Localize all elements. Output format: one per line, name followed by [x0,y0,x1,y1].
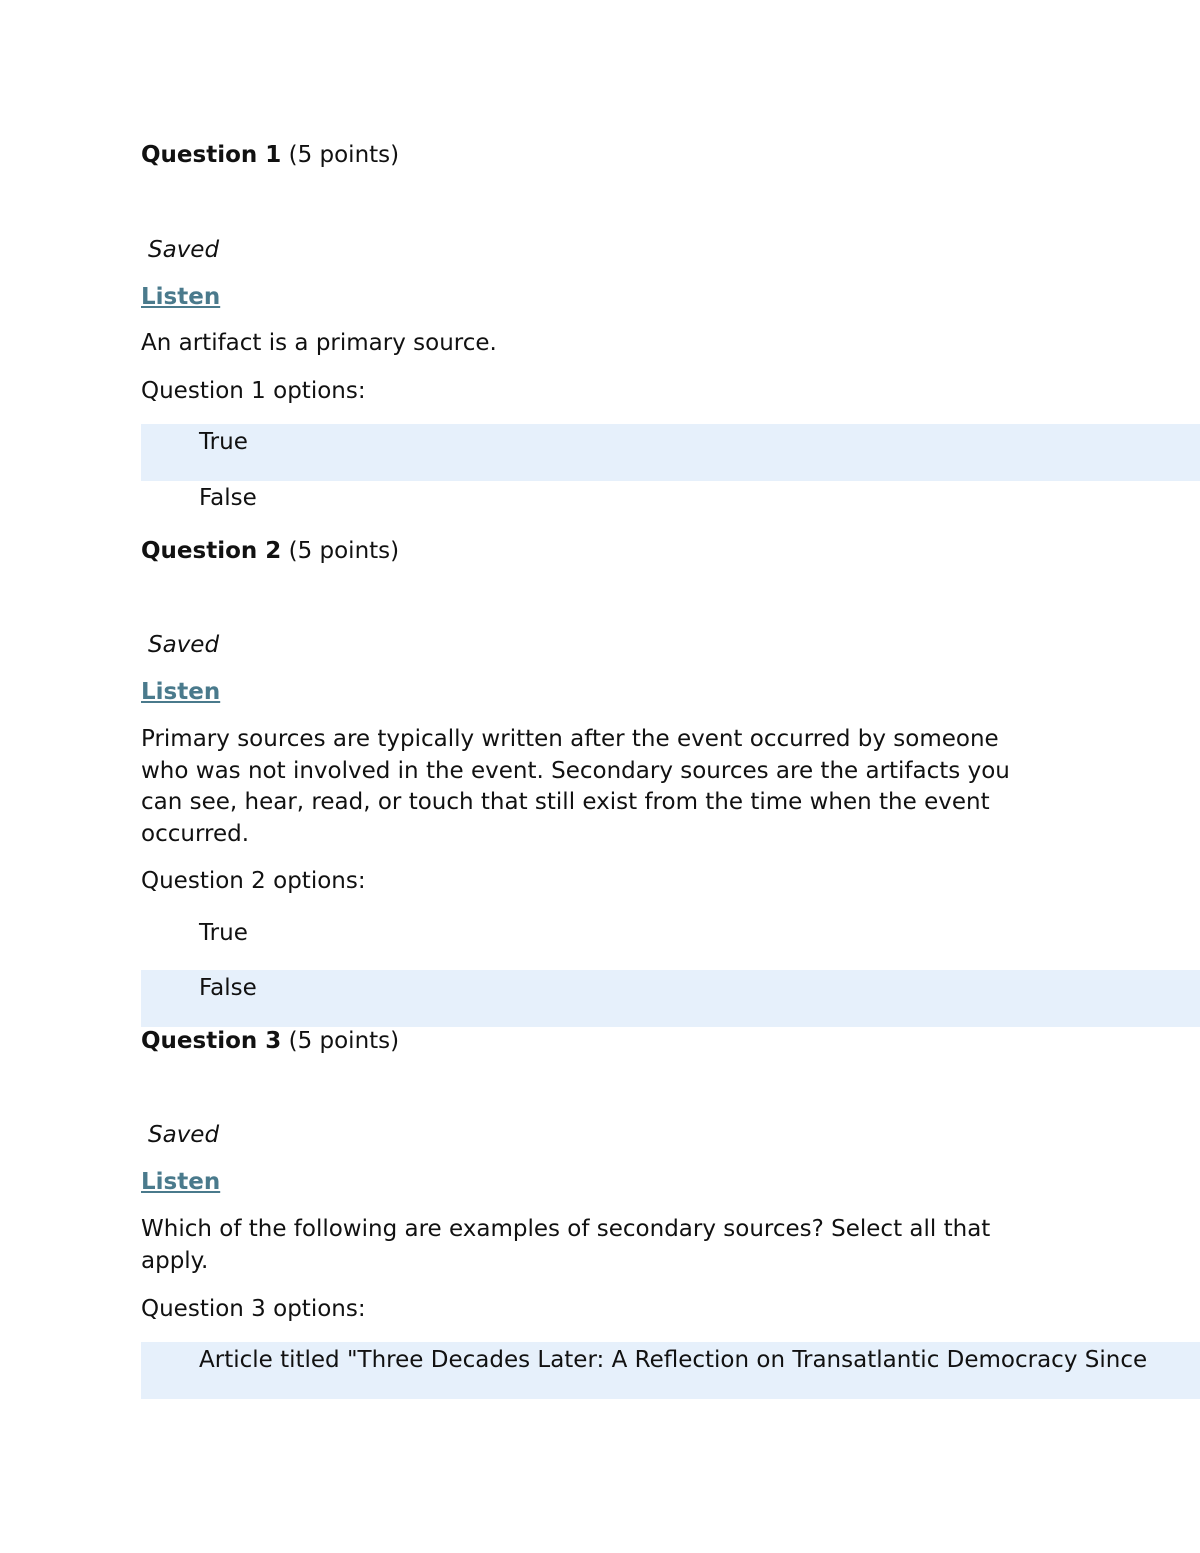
question-title: Question 1 [141,142,282,168]
question-points: (5 points) [288,1028,400,1054]
option-true[interactable] [141,424,1200,481]
question-prompt [141,724,1041,850]
saved-status: Saved [148,1122,220,1148]
option-label: Article titled "Three Decades Later: A Reflection on Transatlantic Democracy Since [199,1347,1148,1373]
question-1-heading [141,140,399,170]
option-article[interactable] [141,1342,1200,1399]
option-label: True [199,920,248,946]
listen-link[interactable]: Listen [141,679,221,705]
listen-link[interactable]: Listen [141,284,221,310]
prompt-line: apply. [141,1247,209,1274]
question-points: (5 points) [288,538,400,564]
option-label: False [199,485,257,511]
option-false[interactable] [141,970,1200,1027]
question-prompt [141,1214,1041,1277]
question-title: Question 3 [141,1028,282,1054]
question-prompt: An artifact is a primary source. [141,330,497,356]
question-title: Question 2 [141,538,282,564]
option-label: True [199,429,248,455]
options-label: Question 3 options: [141,1296,366,1322]
prompt-line: occurred. [141,820,250,847]
options-label: Question 2 options: [141,868,366,894]
prompt-line: can see, hear, read, or touch that still exist from the time when the event [141,789,990,815]
question-3-heading [141,1026,399,1056]
option-true[interactable] [141,914,1200,971]
question-2-heading [141,536,399,566]
listen-link[interactable]: Listen [141,1169,221,1195]
question-points: (5 points) [288,142,400,168]
saved-status: Saved [148,237,220,263]
option-false[interactable] [141,481,1200,538]
prompt-line: Primary sources are typically written after the event occurred by someone [141,726,999,752]
prompt-line: Which of the following are examples of secondary sources? Select all that [141,1216,991,1242]
option-label: False [199,975,257,1001]
prompt-line: who was not involved in the event. Secondary sources are the artifacts you [141,757,1010,784]
options-label: Question 1 options: [141,378,366,404]
saved-status: Saved [148,632,220,658]
